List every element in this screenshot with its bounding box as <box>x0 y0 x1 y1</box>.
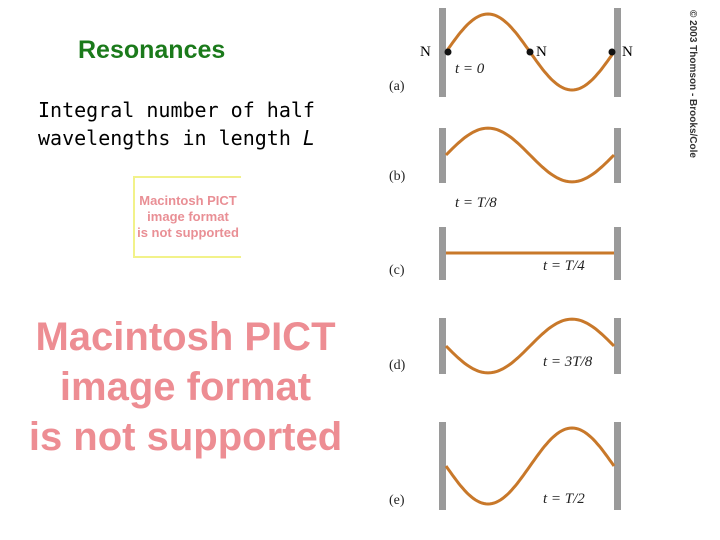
left-wall <box>439 128 446 183</box>
node-label-left: N <box>420 44 431 60</box>
panel-label: (b) <box>389 169 406 184</box>
panel-label: (a) <box>389 79 405 94</box>
subtitle-line-1: Integral number of half <box>38 98 315 122</box>
page-title: Resonances <box>78 36 226 64</box>
length-variable: L <box>302 126 315 150</box>
copyright-text: © 2003 Thomson - Brooks/Cole <box>687 10 698 158</box>
subtitle-line-2-text: wavelengths in length <box>38 126 303 150</box>
node-label-middle: N <box>536 44 547 60</box>
left-wall <box>439 318 446 374</box>
time-label: t = T/8 <box>455 195 497 211</box>
right-wall <box>614 128 621 183</box>
node-dot <box>609 49 616 56</box>
left-wall <box>439 422 446 510</box>
standing-wave <box>446 128 614 182</box>
time-label: t = T/4 <box>543 258 585 274</box>
time-label: t = 0 <box>455 61 485 77</box>
node-dot <box>527 49 534 56</box>
standing-wave <box>446 428 614 504</box>
right-wall <box>614 318 621 374</box>
panel-label: (d) <box>389 358 406 373</box>
pict-large-text: Macintosh PICT image format is not supported <box>28 315 343 459</box>
node-dot <box>445 49 452 56</box>
right-wall <box>614 227 621 280</box>
copyright-notice <box>676 10 696 185</box>
left-wall <box>439 227 446 280</box>
time-label: t = T/2 <box>543 491 585 507</box>
time-label: t = 3T/8 <box>543 354 593 370</box>
pict-small-text: Macintosh PICT image format is not supported <box>137 193 239 240</box>
node-label-right: N <box>622 44 633 60</box>
panel-label: (e) <box>389 493 405 508</box>
panel-label: (c) <box>389 263 405 278</box>
right-wall <box>614 422 621 510</box>
